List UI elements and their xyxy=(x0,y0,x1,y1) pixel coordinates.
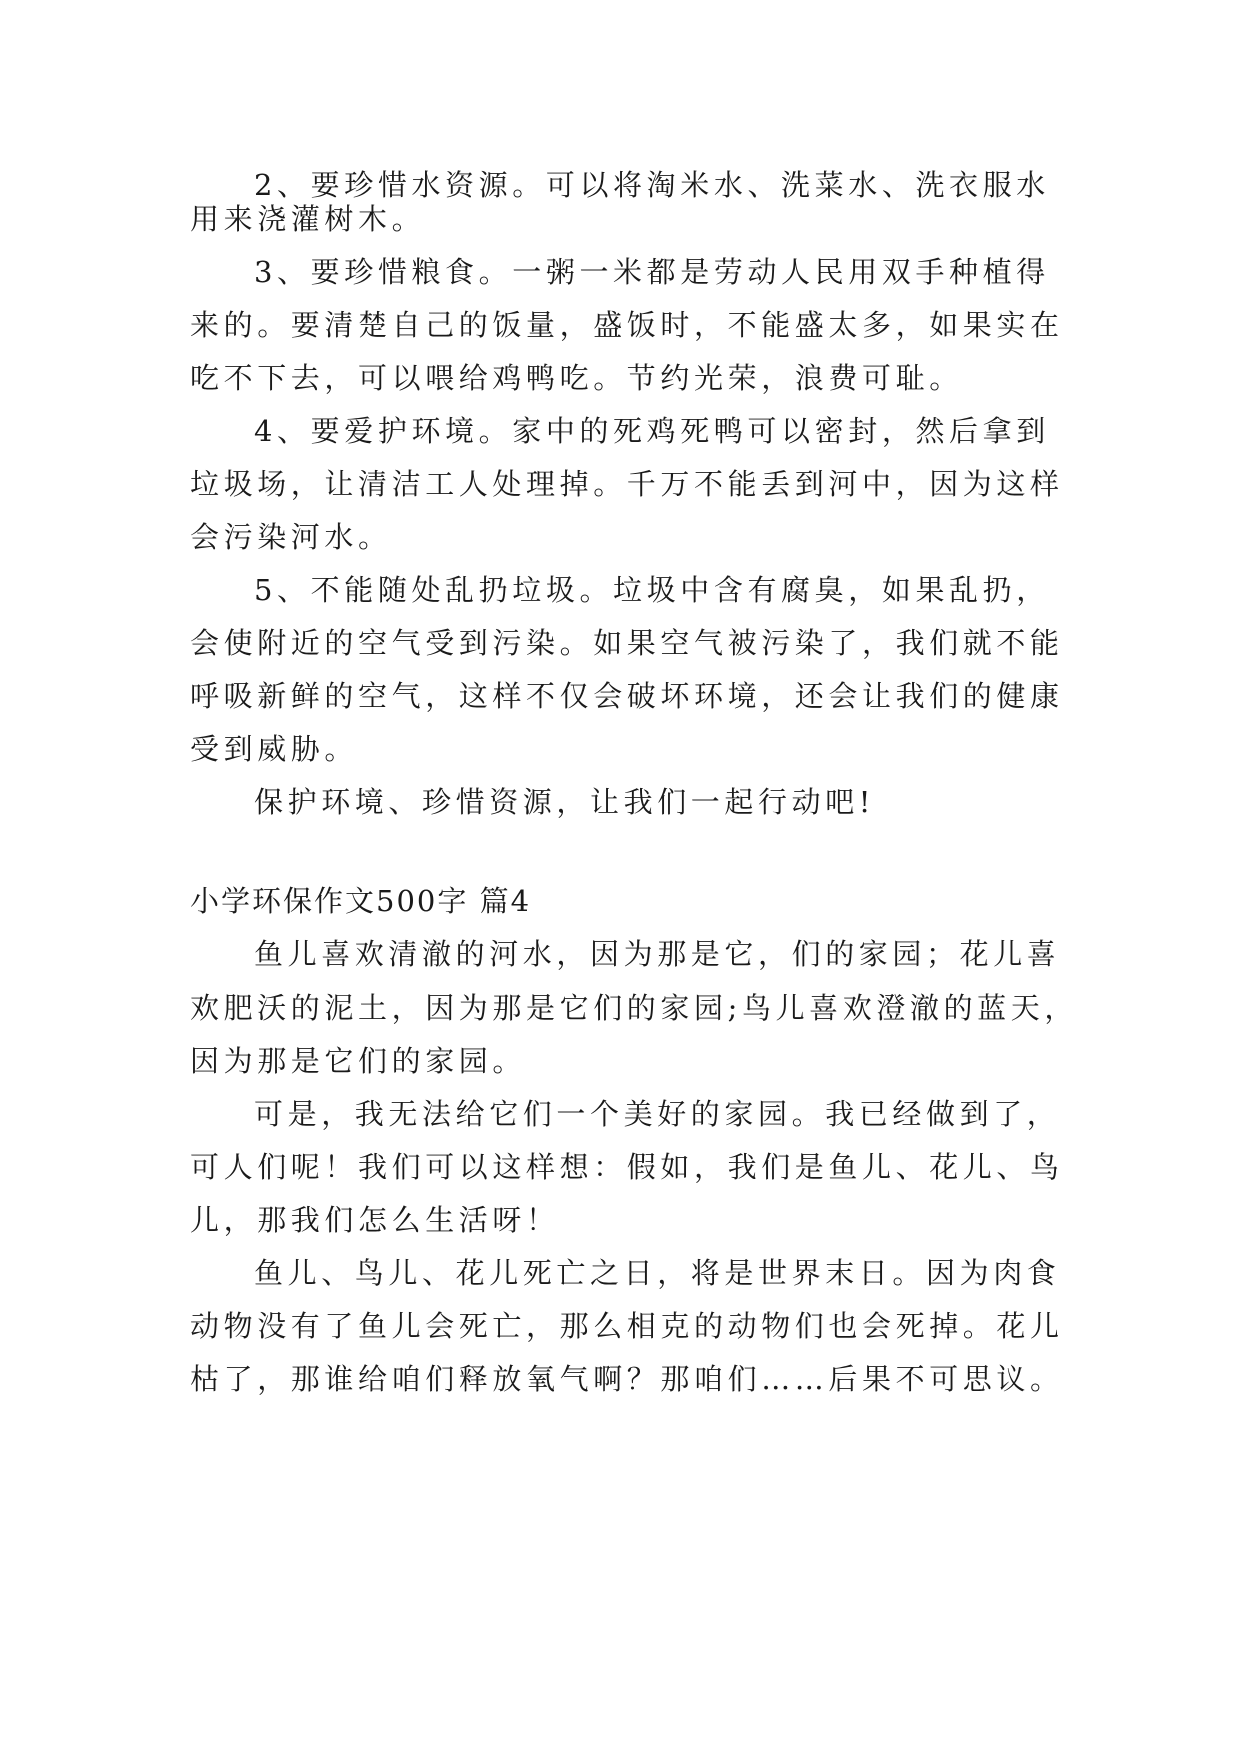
paragraph-line: 动物没有了鱼儿会死亡，那么相克的动物们也会死掉。花儿 xyxy=(190,1309,1064,1343)
paragraph-line: 4、要爱护环境。家中的死鸡死鸭可以密封，然后拿到 xyxy=(254,414,1050,448)
paragraph-line: 3、要珍惜粮食。一粥一米都是劳动人民用双手种植得 xyxy=(254,255,1050,289)
section-heading: 小学环保作文500字 篇4 xyxy=(190,884,532,918)
paragraph-line: 欢肥沃的泥土，因为那是它们的家园;鸟儿喜欢澄澈的蓝天， xyxy=(190,991,1078,1025)
paragraph-line: 可人们呢！我们可以这样想：假如，我们是鱼儿、花儿、鸟 xyxy=(190,1150,1064,1184)
paragraph-line: 鱼儿喜欢清澈的河水，因为那是它，们的家园；花儿喜 xyxy=(254,937,1061,971)
paragraph-line: 受到威胁。 xyxy=(190,732,359,766)
paragraph-line: 会使附近的空气受到污染。如果空气被污染了，我们就不能 xyxy=(190,626,1064,660)
paragraph-line: 会污染河水。 xyxy=(190,520,392,554)
paragraph-line: 可是，我无法给它们一个美好的家园。我已经做到了， xyxy=(254,1097,1061,1131)
paragraph-line: 儿，那我们怎么生活呀！ xyxy=(190,1203,560,1237)
paragraph-line: 因为那是它们的家园。 xyxy=(190,1044,527,1078)
paragraph-line: 吃不下去，可以喂给鸡鸭吃。节约光荣，浪费可耻。 xyxy=(190,361,963,395)
paragraph-line: 来的。要清楚自己的饭量，盛饭时，不能盛太多，如果实在 xyxy=(190,308,1064,342)
paragraph-line: 用来浇灌树木。 xyxy=(190,202,426,236)
paragraph-line: 保护环境、珍惜资源，让我们一起行动吧! xyxy=(254,785,876,819)
paragraph-line: 呼吸新鲜的空气，这样不仅会破坏环境，还会让我们的健康 xyxy=(190,679,1064,713)
paragraph-line: 垃圾场，让清洁工人处理掉。千万不能丢到河中，因为这样 xyxy=(190,467,1064,501)
paragraph-line: 2、要珍惜水资源。可以将淘米水、洗菜水、洗衣服水 xyxy=(254,168,1050,202)
paragraph-line: 5、不能随处乱扔垃圾。垃圾中含有腐臭，如果乱扔， xyxy=(254,573,1050,607)
paragraph-line: 鱼儿、鸟儿、花儿死亡之日，将是世界末日。因为肉食 xyxy=(254,1256,1061,1290)
paragraph-line: 枯了，那谁给咱们释放氧气啊？那咱们……后果不可思议。 xyxy=(190,1362,1064,1396)
